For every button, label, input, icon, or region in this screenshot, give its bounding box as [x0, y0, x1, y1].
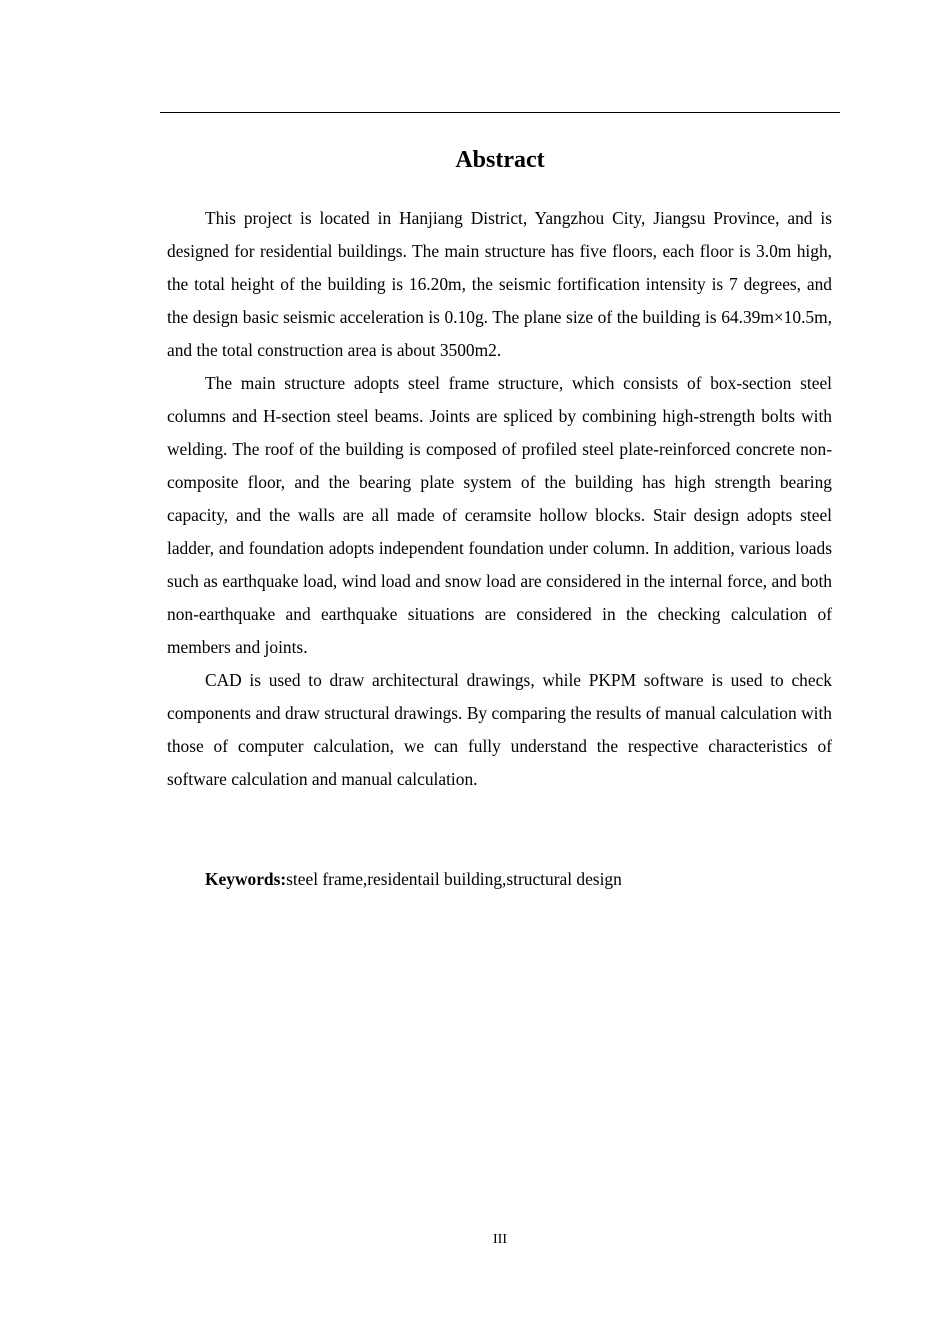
- abstract-paragraph-3: CAD is used to draw architectural drawings, while PKPM software is used to check components and draw structural drawings. By comparing the results of manual calculation with those of computer calculation, we can fully understand the respective characteristics of software calculation and manual calculation.: [167, 670, 832, 789]
- keywords-text: steel frame,residentail building,structural design: [286, 869, 622, 889]
- keywords-line: [205, 863, 622, 896]
- abstract-body: [167, 202, 832, 796]
- page-number: III: [493, 1232, 507, 1247]
- header-rule: [160, 112, 840, 113]
- abstract-paragraph-1: This project is located in Hanjiang District, Yangzhou City, Jiangsu Province, and is designed for residential buildings. The main structure has five floors, each floor is 3.0m high, the total height of the building is 16.20m, the seismic fortification intensity is 7 degrees, and the design basic seismic acceleration is 0.10g. The plane size of the building is 64.39m×10.5m, and the total construction area is about 3500m2.: [167, 208, 832, 360]
- abstract-paragraph-2: The main structure adopts steel frame structure, which consists of box-section steel columns and H-section steel beams. Joints are spliced by combining high-strength bolts with welding. The roof of the building is composed of profiled steel plate-reinforced concrete non-composite floor, and the bearing plate system of the building has high strength bearing capacity, and the walls are all made of ceramsite hollow blocks. Stair design adopts steel ladder, and foundation adopts independent foundation under column. In addition, various loads such as earthquake load, wind load and snow load are considered in the internal force, and both non-earthquake and earthquake situations are considered in the checking calculation of members and joints.: [167, 373, 832, 657]
- abstract-title: Abstract: [455, 147, 545, 173]
- keywords-label: Keywords:: [205, 869, 287, 889]
